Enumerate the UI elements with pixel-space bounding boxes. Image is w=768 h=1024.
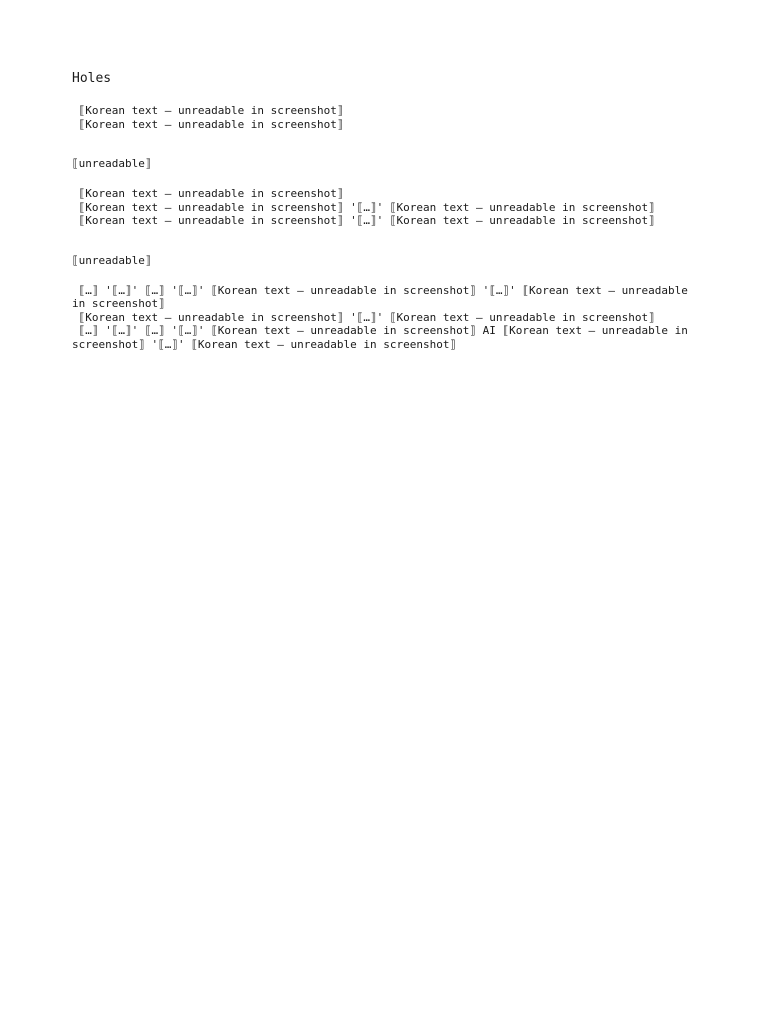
section-1-heading: ⟦unreadable⟧ [72,157,152,170]
intro-paragraph-2: ⟦Korean text — unreadable in screenshot⟧ [72,117,344,131]
section-1-paragraph-3: ⟦Korean text — unreadable in screenshot⟧ '⟦…⟧' ⟦Korean text — unreadable in screenshot⟧ [72,214,655,227]
intro-paragraph-1: ⟦Korean text — unreadable in screenshot⟧ [72,104,344,117]
section-2 [72,254,700,352]
section-1-paragraph-1: ⟦Korean text — unreadable in screenshot⟧ [72,187,344,200]
document [72,70,700,377]
section-2-paragraph-2: ⟦Korean text — unreadable in screenshot⟧ '⟦…⟧' ⟦Korean text — unreadable in screenshot⟧ [72,310,655,324]
document-title: Holes [72,71,112,86]
section-2-heading: ⟦unreadable⟧ [72,253,152,267]
section-2-paragraph-1: ⟦…⟧ '⟦…⟧' ⟦…⟧ '⟦…⟧' ⟦Korean text — unreadable in screenshot⟧ '⟦…⟧' ⟦Korean text — unreadable in screenshot⟧ [72,283,695,310]
section-1 [72,157,700,228]
intro-section [72,104,700,131]
section-1-paragraph-2: ⟦Korean text — unreadable in screenshot⟧ '⟦…⟧' ⟦Korean text — unreadable in screenshot⟧ [72,200,655,214]
section-2-paragraph-3: ⟦…⟧ '⟦…⟧' ⟦…⟧ '⟦…⟧' ⟦Korean text — unreadable in screenshot⟧ AI ⟦Korean text — unreadable in screenshot⟧ '⟦…⟧' ⟦Korean text — unreadable in screenshot⟧ [72,324,695,351]
